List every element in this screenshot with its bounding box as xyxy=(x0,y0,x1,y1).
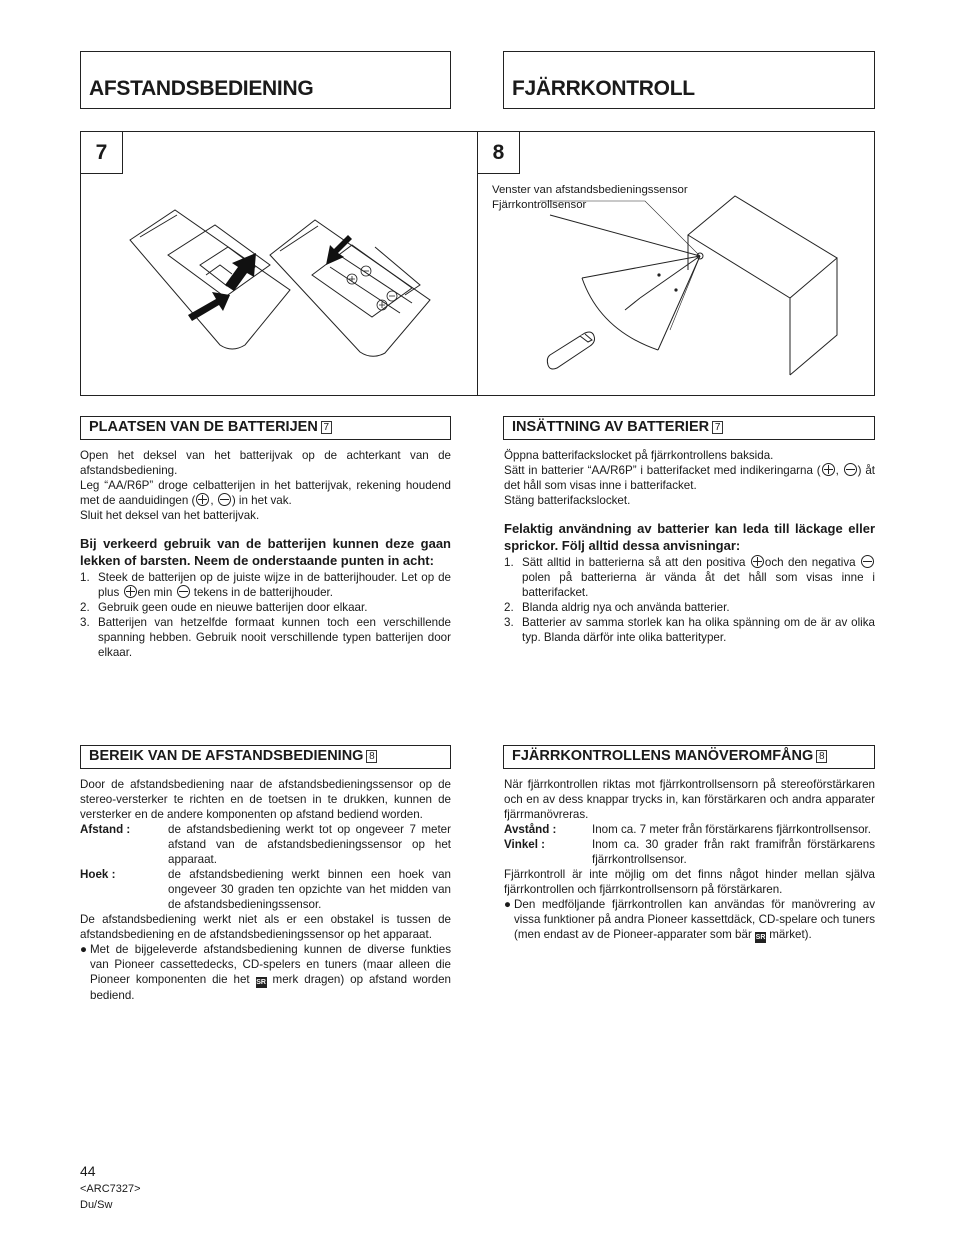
paragraph xyxy=(504,463,875,493)
heading-text: FJÄRRKONTROLLENS MANÖVEROMFÅNG xyxy=(512,748,814,764)
heading-text: BEREIK VAN DE AFSTANDSBEDIENING xyxy=(89,748,364,764)
text-run: Met de bijgeleverde afstandsbediening kunnen de diverse funkties van Pioneer cassettedecks, CD-spelers en tuners (maar alleen die Pioneer komponenten die het xyxy=(90,943,451,986)
figure-ref: 7 xyxy=(321,421,332,434)
figure-ref: 7 xyxy=(712,421,723,434)
minus-icon xyxy=(844,463,857,476)
list-item: 2. Blanda aldrig nya och använda batterier. xyxy=(504,601,730,614)
paragraph: Sluit het deksel van het batterijvak. xyxy=(80,509,260,522)
sr-logo-icon: SR xyxy=(256,979,266,986)
minus-icon xyxy=(177,585,190,598)
list-item: 3. Batterijen van hetzelfde formaat kunnen toch een verschillende spanning hebben. Gebruik nooit verschillende typen batterijen door elkaar. xyxy=(80,616,451,659)
angle-row xyxy=(504,837,875,867)
figure-ref: 8 xyxy=(816,750,827,763)
bullet-icon: ● xyxy=(504,898,512,911)
text-run: tekens in de batterijhouder. xyxy=(190,586,333,599)
section-heading-du-batteries-row xyxy=(89,419,332,435)
list-item: 3. Batterier av samma storlek kan ha olika spänning om de är av olika typ. Blanda därför inte olika batterityper. xyxy=(504,616,875,644)
bullet-item xyxy=(504,897,875,943)
text-run: ) in het vak. xyxy=(231,494,292,507)
paragraph: Open het deksel van het batterijvak op de achterkant van de afstandsbediening. xyxy=(80,449,451,477)
plus-icon xyxy=(196,493,209,506)
title-box-right xyxy=(503,51,875,109)
paragraph: Öppna batterifackslocket på fjärrkontrollens baksida. xyxy=(504,449,774,462)
warning-heading: Felaktig användning av batterier kan leda till läckage eller sprickor. Följ alltid dessa anvisningar: xyxy=(504,521,875,553)
plus-icon xyxy=(822,463,835,476)
paragraph: De afstandsbediening werkt niet als er een obstakel is tussen de afstandsbediening en de afstandsbedieningssensor op het apparaat. xyxy=(80,913,451,941)
text-run: polen på batterierna är vända åt det håll som visas inne i batterifacket. xyxy=(522,571,875,599)
angle-text: Inom ca. 30 grader från rakt framifrån förstärkarens fjärrkontrollsensor. xyxy=(592,838,875,866)
distance-row xyxy=(504,822,875,837)
section-heading-sw-range xyxy=(503,745,875,769)
text-run: ) åt det håll som visas inne i batterifacket. xyxy=(504,464,875,492)
battery-insertion-illustration xyxy=(120,195,450,360)
heading-text: PLAATSEN VAN DE BATTERIJEN xyxy=(89,419,318,435)
text-run: Steek de batterijen op de juiste wijze in de batterijhouder. Let op de plus xyxy=(98,571,451,599)
angle-label: Hoek : xyxy=(80,868,116,881)
bullet-icon: ● xyxy=(80,943,88,956)
section-heading-du-range xyxy=(80,745,451,769)
text-run: Blanda aldrig nya och använda batterier. xyxy=(522,601,730,614)
list-item: 2. Gebruik geen oude en nieuwe batterijen door elkaar. xyxy=(80,601,368,614)
sw-batteries-body xyxy=(504,448,875,645)
angle-label: Vinkel : xyxy=(504,838,546,851)
page-number: 44 xyxy=(80,1163,96,1179)
text-run: Batterijen van hetzelfde formaat kunnen toch een verschillende spanning hebben. Gebruik nooit verschillende typen batterijen door elkaar. xyxy=(98,616,451,659)
minus-icon xyxy=(861,555,874,568)
du-batteries-body xyxy=(80,448,451,660)
section-heading-du-range-row xyxy=(89,748,377,764)
remote-range-illustration xyxy=(540,190,850,380)
list-item: 1. Sätt alltid in batterierna så att den positiva och den negativa polen på batterierna är vända åt det håll som visas inne i batterifacket. xyxy=(504,556,875,599)
section-heading-sw-batteries xyxy=(503,416,875,440)
text-run: Gebruik geen oude en nieuwe batterijen door elkaar. xyxy=(98,601,368,614)
distance-label: Avstånd : xyxy=(504,823,557,836)
paragraph: När fjärrkontrollen riktas mot fjärrkontrollsensorn på stereoförstärkaren och en av dess knappar trycks in, kan förstärkaren och andra apparater fjärrmanövreras. xyxy=(504,778,875,821)
sw-range-body xyxy=(504,777,875,943)
minus-icon xyxy=(218,493,231,506)
language-code: Du/Sw xyxy=(80,1199,113,1211)
du-range-body xyxy=(80,777,451,1003)
text-run: , xyxy=(210,494,217,507)
paragraph xyxy=(80,478,451,508)
paragraph: Stäng batterifackslocket. xyxy=(504,494,631,507)
text-run: Leg “AA/R6P” droge celbatterijen in het batterijvak, rekening houdend met de aanduidingen ( xyxy=(80,479,451,507)
section-heading-sw-range-row xyxy=(512,748,827,764)
model-code: <ARC7327> xyxy=(80,1183,141,1195)
figure-ref: 8 xyxy=(366,750,377,763)
text-run: Den medföljande fjärrkontrollen kan användas för manövrering av vissa funktioner på andra Pioneer kassettdäck, CD-spelare och tuners (men endast av de Pioneer-apparater som bär xyxy=(514,898,875,941)
list-item: 1. Steek de batterijen op de juiste wijze in de batterijhouder. Let op de plus en min tekens in de batterijhouder. xyxy=(80,571,451,599)
distance-text: de afstandsbediening werkt tot op ongeveer 7 meter afstand van de afstandsbedieningssensor op het apparaat. xyxy=(168,823,451,866)
angle-row xyxy=(80,867,451,912)
plus-icon xyxy=(124,585,137,598)
text-run: en min xyxy=(137,586,176,599)
title-box-left xyxy=(80,51,451,109)
distance-label: Afstand : xyxy=(80,823,131,836)
footer xyxy=(80,1163,141,1211)
caption-du: Venster van afstandsbedieningssensor xyxy=(492,184,688,196)
figure-8-number: 8 xyxy=(478,132,520,174)
text-run: märket). xyxy=(766,928,812,941)
text-run: , xyxy=(835,464,843,477)
caption-sw: Fjärrkontrollsensor xyxy=(492,199,587,211)
text-run: och den negativa xyxy=(764,556,860,569)
precaution-list xyxy=(80,570,451,660)
figure-7-number: 7 xyxy=(81,132,123,174)
distance-text: Inom ca. 7 meter från förstärkarens fjärrkontrollsensor. xyxy=(592,823,872,836)
bullet-item xyxy=(80,942,451,1003)
sr-logo-icon: SR xyxy=(755,934,766,941)
section-heading-sw-batteries-row xyxy=(512,419,723,435)
warning-heading: Bij verkeerd gebruik van de batterijen kunnen deze gaan lekken of barsten. Neem de onderstaande punten in acht: xyxy=(80,536,451,568)
plus-icon xyxy=(751,555,764,568)
text-run: merk dragen) op afstand worden bediend. xyxy=(90,973,451,1002)
page-title-sw: FJÄRRKONTROLL xyxy=(512,77,695,100)
paragraph: Door de afstandsbediening naar de afstandsbedieningssensor op de stereo-versterker te richten en de toetsen in te drukken, kunnen de versterker en de andere komponenten op afstand bediend worden. xyxy=(80,778,451,821)
section-heading-du-batteries xyxy=(80,416,451,440)
text-run: Batterier av samma storlek kan ha olika spänning om de är av olika typ. Blanda därför inte olika batterityper. xyxy=(522,616,875,644)
text-run: Sätt in batterier “AA/R6P” i batterifacket med indikeringarna ( xyxy=(504,464,821,477)
text-run: Sätt alltid in batterierna så att den positiva xyxy=(522,556,750,569)
heading-text: INSÄTTNING AV BATTERIER xyxy=(512,419,710,435)
paragraph: Fjärrkontroll är inte möjlig om det finns något hinder mellan själva fjärrkontrollen och fjärrkontrollsensorn på förstärkaren. xyxy=(504,868,875,896)
precaution-list xyxy=(504,555,875,645)
distance-row xyxy=(80,822,451,867)
page-title-du: AFSTANDSBEDIENING xyxy=(89,77,314,100)
angle-text: de afstandsbediening werkt binnen een hoek van ongeveer 30 graden ten opzichte van het midden van de afstandsbedieningssensor. xyxy=(168,868,451,911)
